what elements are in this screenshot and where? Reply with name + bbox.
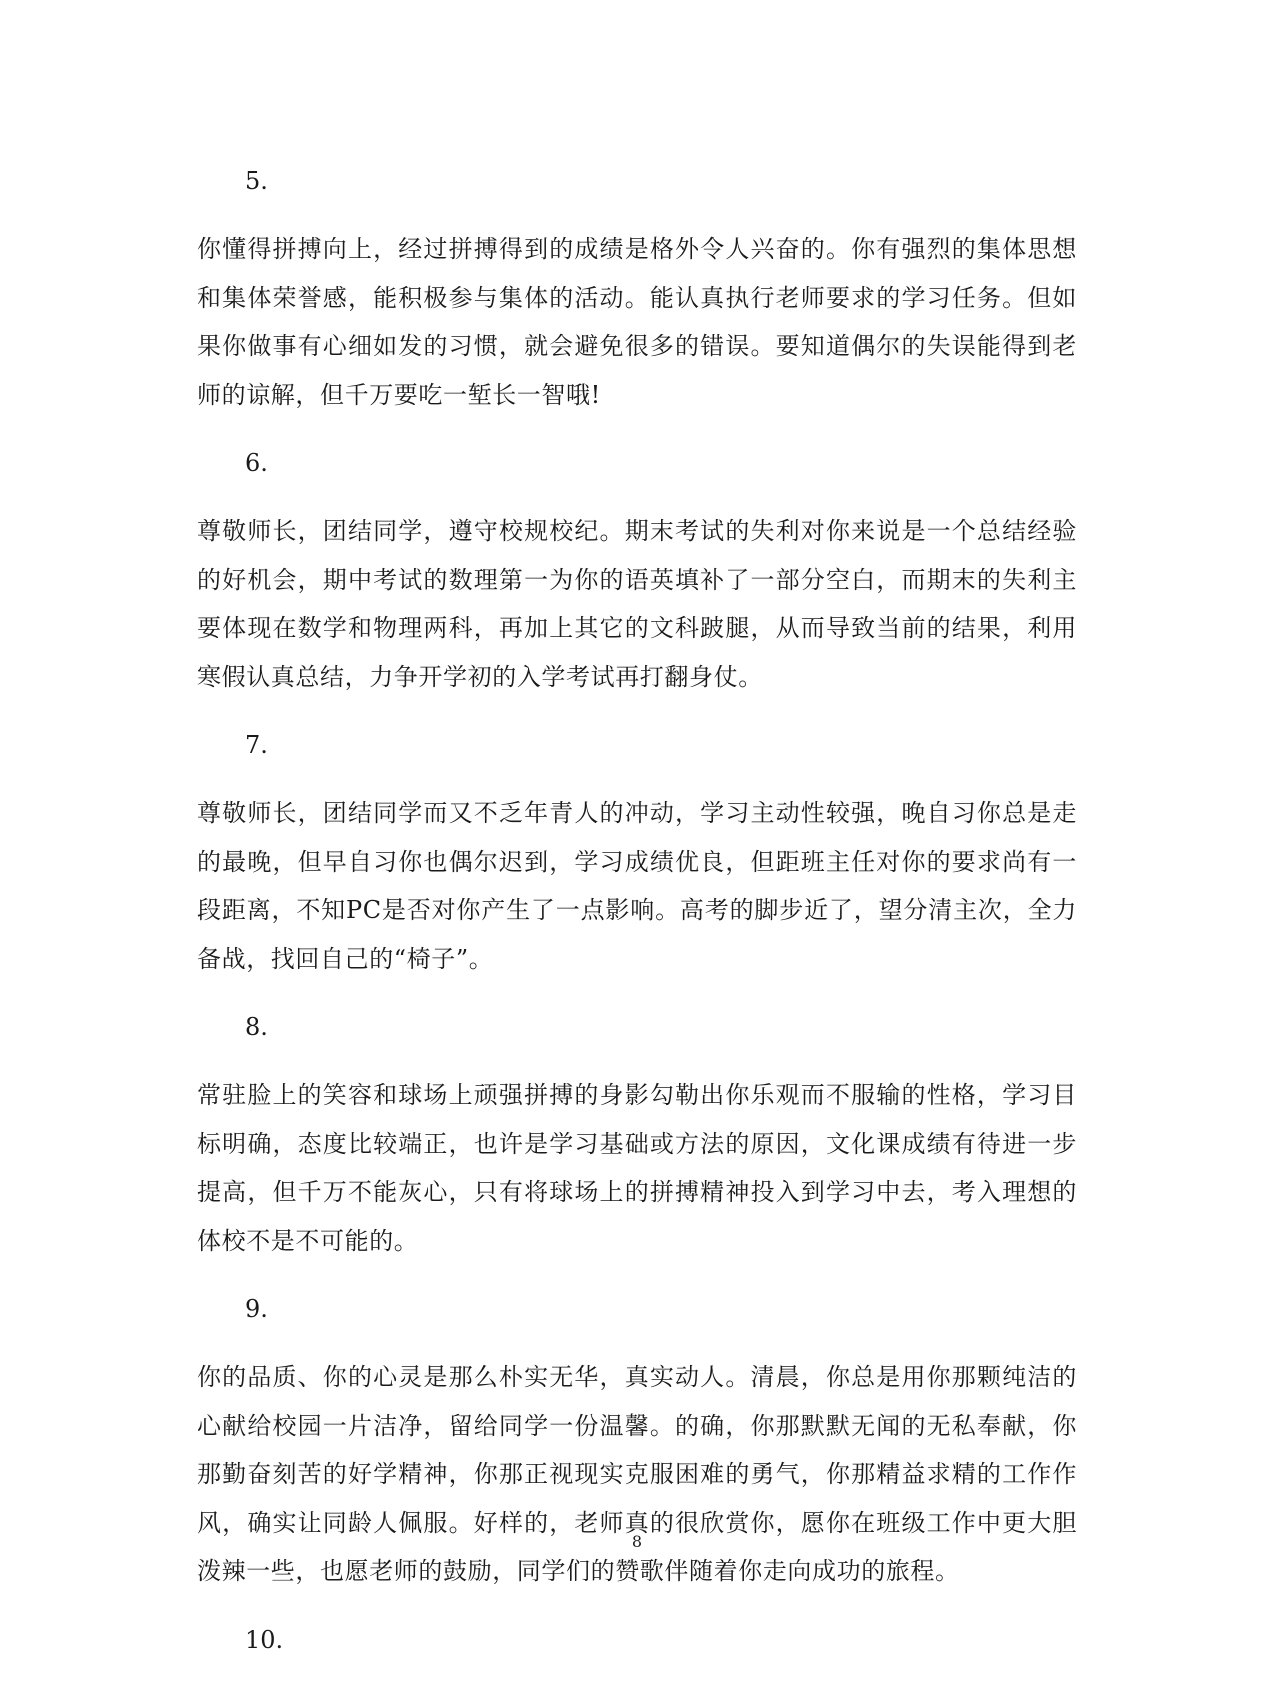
- entry-number: 5.: [245, 167, 268, 195]
- entry-paragraph: 尊敬师长，团结同学而又不乏年青人的冲动，学习主动性较强，晚自习你总是走的最晚，但早自习你也偶尔迟到，学习成绩优良，但距班主任对你的要求尚有一段距离，不知PC是否对你产生了一点影响。高考的脚步近了，望分清主次，全力备战，找回自己的“椅子”。: [197, 799, 1077, 973]
- entry-paragraph: 你的品质、你的心灵是那么朴实无华，真实动人。清晨，你总是用你那颗纯洁的心献给校园一片洁净，留给同学一份温馨。的确，你那默默无闻的无私奉献，你那勤奋刻苦的好学精神，你那正视现实克服困难的勇气，你那精益求精的工作作风，确实让同龄人佩服。好样的，老师真的很欣赏你，愿你在班级工作中更大胆泼辣一些，也愿老师的鼓励，同学们的赞歌伴随着你走向成功的旅程。: [197, 1363, 1077, 1585]
- entry-number: 6.: [245, 449, 268, 477]
- entry-paragraph: 尊敬师长，团结同学，遵守校规校纪。期末考试的失利对你来说是一个总结经验的好机会，期中考试的数理第一为你的语英填补了一部分空白，而期末的失利主要体现在数学和物理两科，再加上其它的文科跛腿，从而导致当前的结果，利用寒假认真总结，力争开学初的入学考试再打翻身仗。: [197, 517, 1077, 691]
- page-number: 8: [631, 1532, 643, 1551]
- entry-number: 10.: [245, 1625, 284, 1654]
- entry-number: 9.: [245, 1295, 268, 1323]
- document-body: [197, 157, 1077, 1684]
- entry-number: 8.: [245, 1013, 268, 1041]
- entry-paragraph: 常驻脸上的笑容和球场上顽强拼搏的身影勾勒出你乐观而不服输的性格，学习目标明确，态度比较端正，也许是学习基础或方法的原因，文化课成绩有待进一步提高，但千万不能灰心，只有将球场上的拼搏精神投入到学习中去，考入理想的体校不是不可能的。: [197, 1081, 1077, 1255]
- entry-number: 7.: [245, 731, 268, 759]
- entry-paragraph: 你懂得拼搏向上，经过拼搏得到的成绩是格外令人兴奋的。你有强烈的集体思想和集体荣誉感，能积极参与集体的活动。能认真执行老师要求的学习任务。但如果你做事有心细如发的习惯，就会避免很多的错误。要知道偶尔的失误能得到老师的谅解，但千万要吃一堑长一智哦!: [197, 235, 1077, 409]
